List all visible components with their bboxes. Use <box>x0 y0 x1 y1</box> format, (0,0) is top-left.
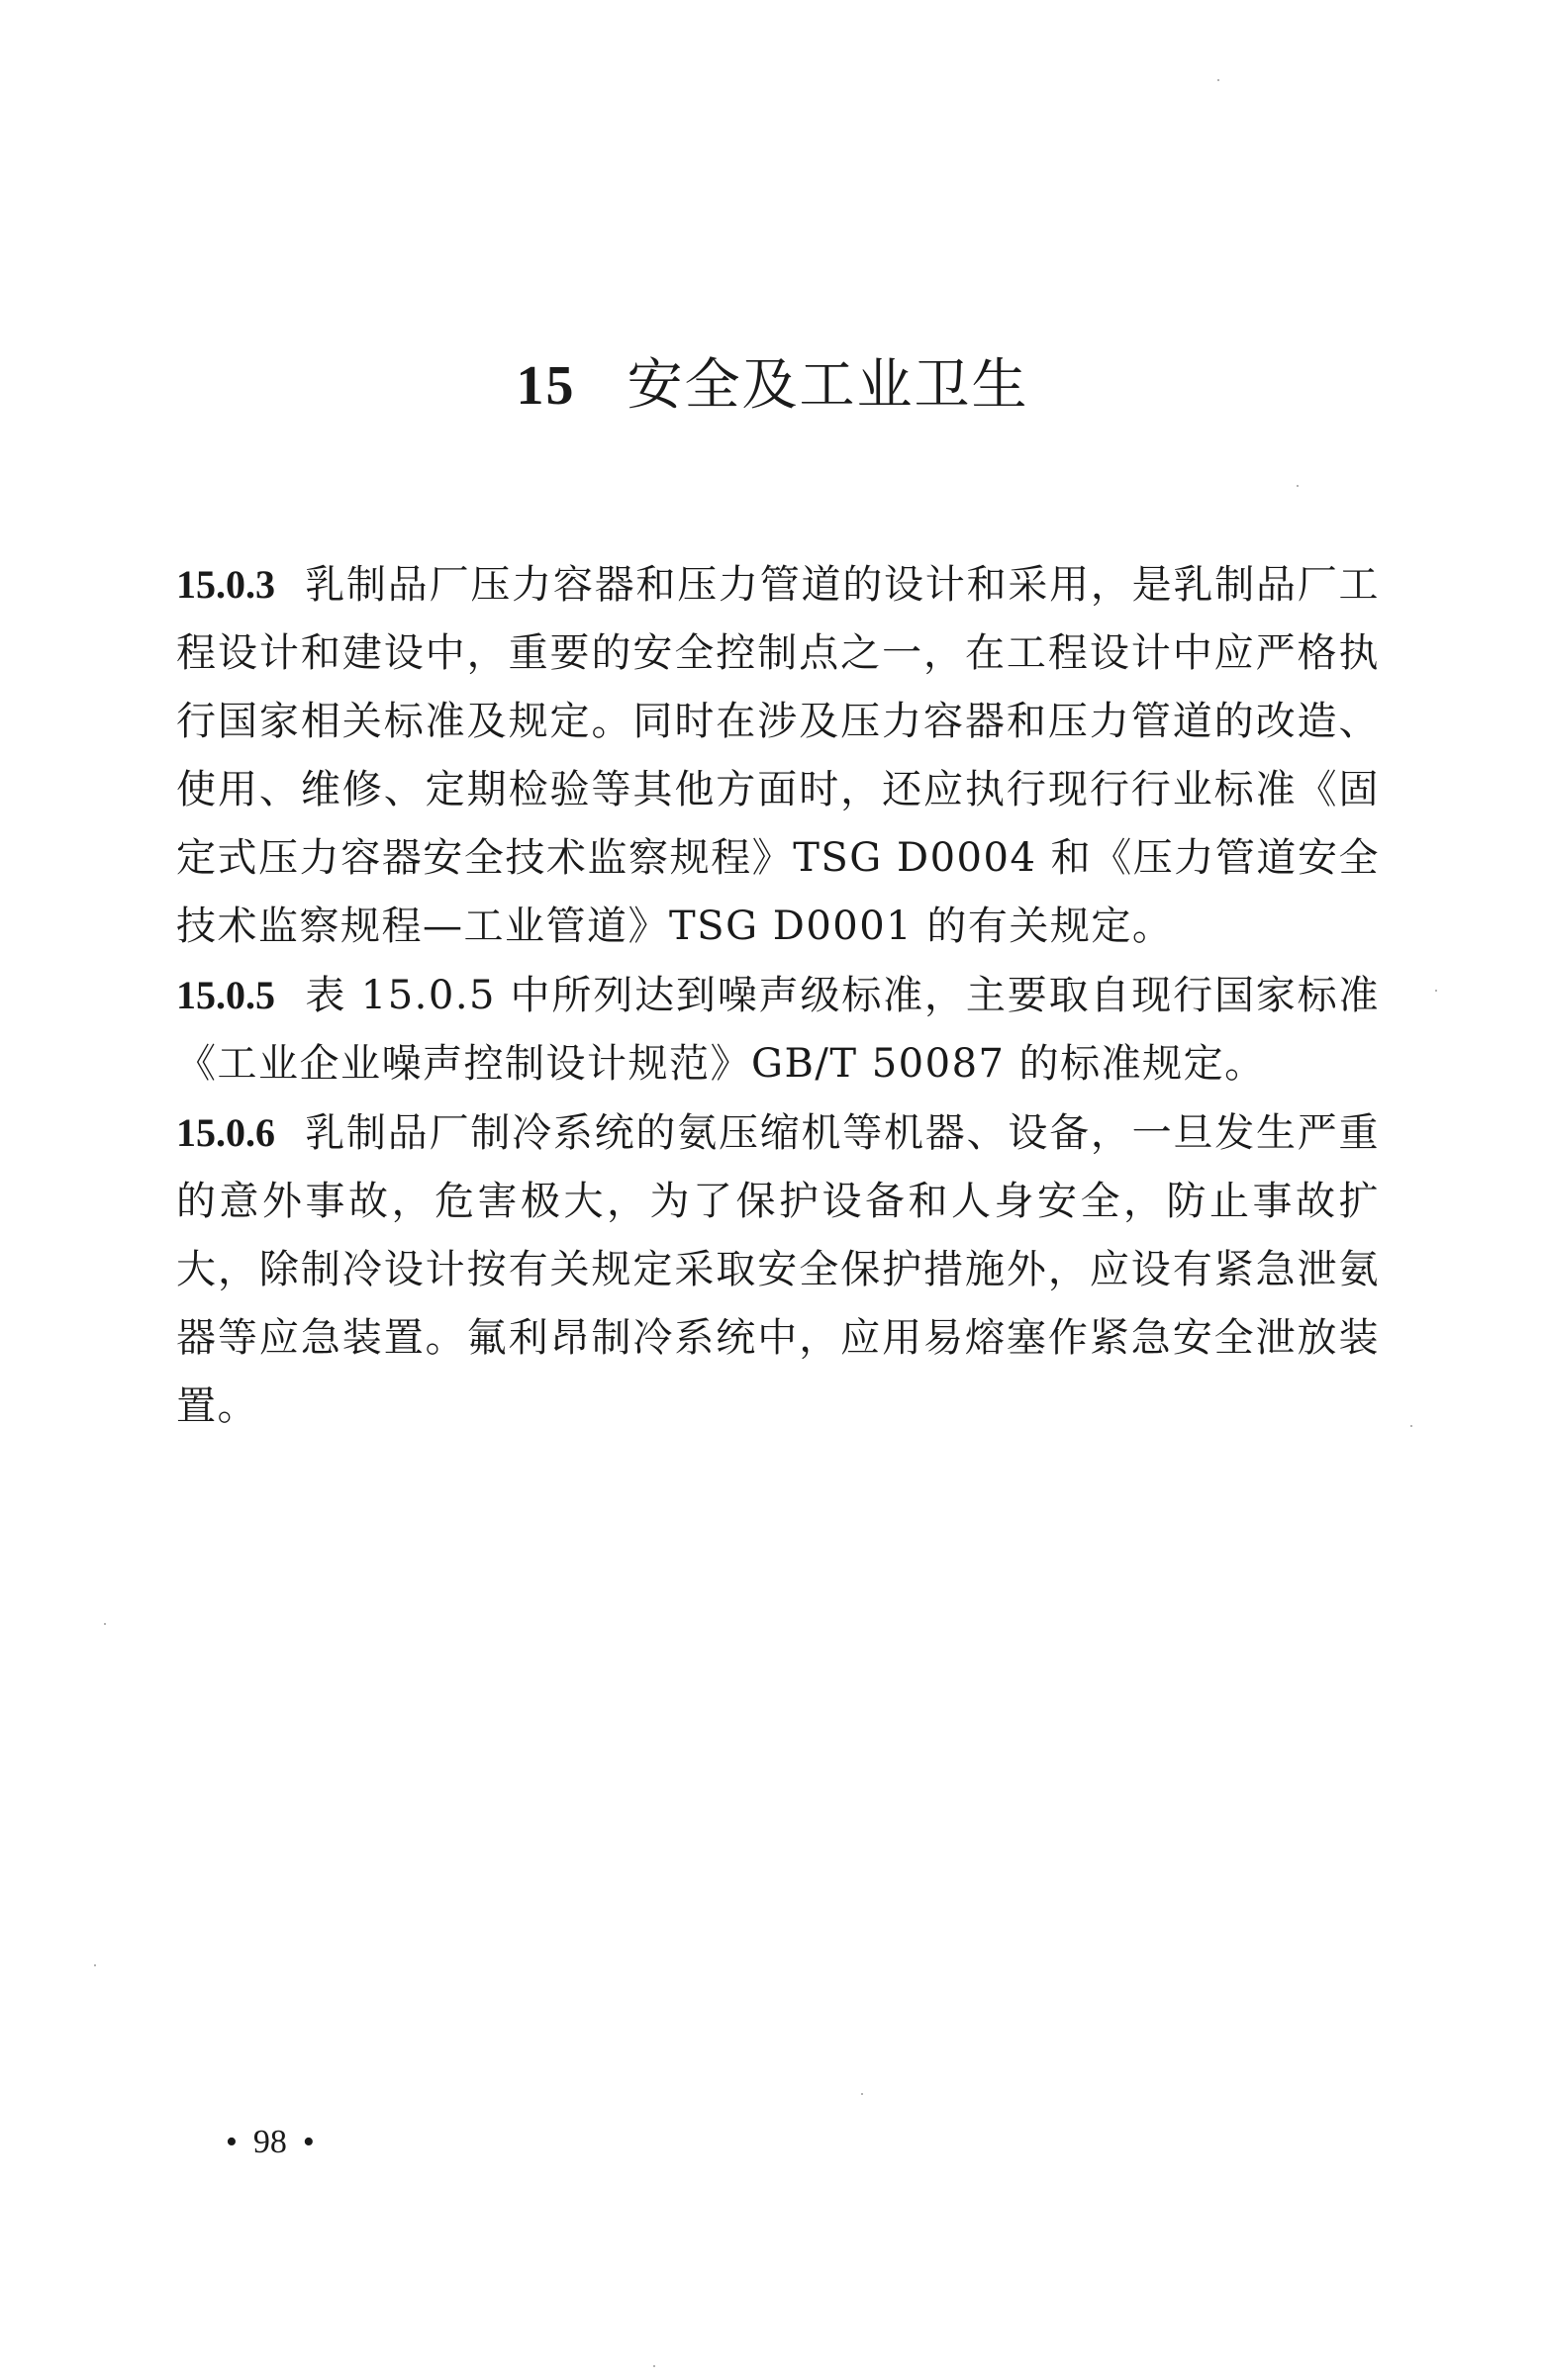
chapter-number: 15 <box>516 355 576 417</box>
scan-speck <box>861 2093 863 2095</box>
scan-speck <box>653 2365 655 2367</box>
clause-15-0-6 <box>176 1098 1380 1441</box>
page-footer <box>210 2118 331 2167</box>
clause-text: 乳制品厂压力容器和压力管道的设计和采用，是乳制品厂工程设计和建设中，重要的安全控制点之一，在工程设计中应严格执行国家相关标准及规定。同时在涉及压力容器和压力管道的改造、使用、维修、定期检验等其他方面时，还应执行现行行业标准《固定式压力容器安全技术监察规程》TSG D0004 和《压力管道安全技术监察规程—工业管道》TSG D0001 的有关规定。 <box>176 562 1380 949</box>
scan-speck <box>1217 79 1219 81</box>
scan-speck <box>1435 990 1437 992</box>
clause-number: 15.0.6 <box>176 1110 275 1155</box>
clause-text: 乳制品厂制冷系统的氨压缩机等机器、设备，一旦发生严重的意外事故，危害极大，为了保护设备和人身安全，防止事故扩大，除制冷设计按有关规定采取安全保护措施外，应设有紧急泄氨器等应急装置。氟利昂制冷系统中，应用易熔塞作紧急安全泄放装置。 <box>176 1110 1380 1429</box>
chapter-title: 安全及工业卫生 <box>627 353 1029 418</box>
clause-list <box>176 550 1380 1441</box>
clause-15-0-3 <box>176 550 1380 961</box>
scan-speck <box>1297 485 1299 487</box>
clause-number: 15.0.3 <box>176 562 275 607</box>
page-number: 98 <box>252 2124 287 2160</box>
bullet-left: • <box>226 2124 238 2160</box>
scan-speck <box>1410 1425 1412 1427</box>
clause-number: 15.0.5 <box>176 973 275 1017</box>
chapter-heading <box>0 346 1545 426</box>
clause-15-0-5 <box>176 961 1380 1098</box>
scan-speck <box>104 1623 106 1625</box>
clause-text: 表 15.0.5 中所列达到噪声级标准，主要取自现行国家标准《工业企业噪声控制设计规范》GB/T 50087 的标准规定。 <box>176 973 1380 1087</box>
bullet-right: • <box>302 2124 315 2160</box>
scan-speck <box>94 1964 96 1966</box>
